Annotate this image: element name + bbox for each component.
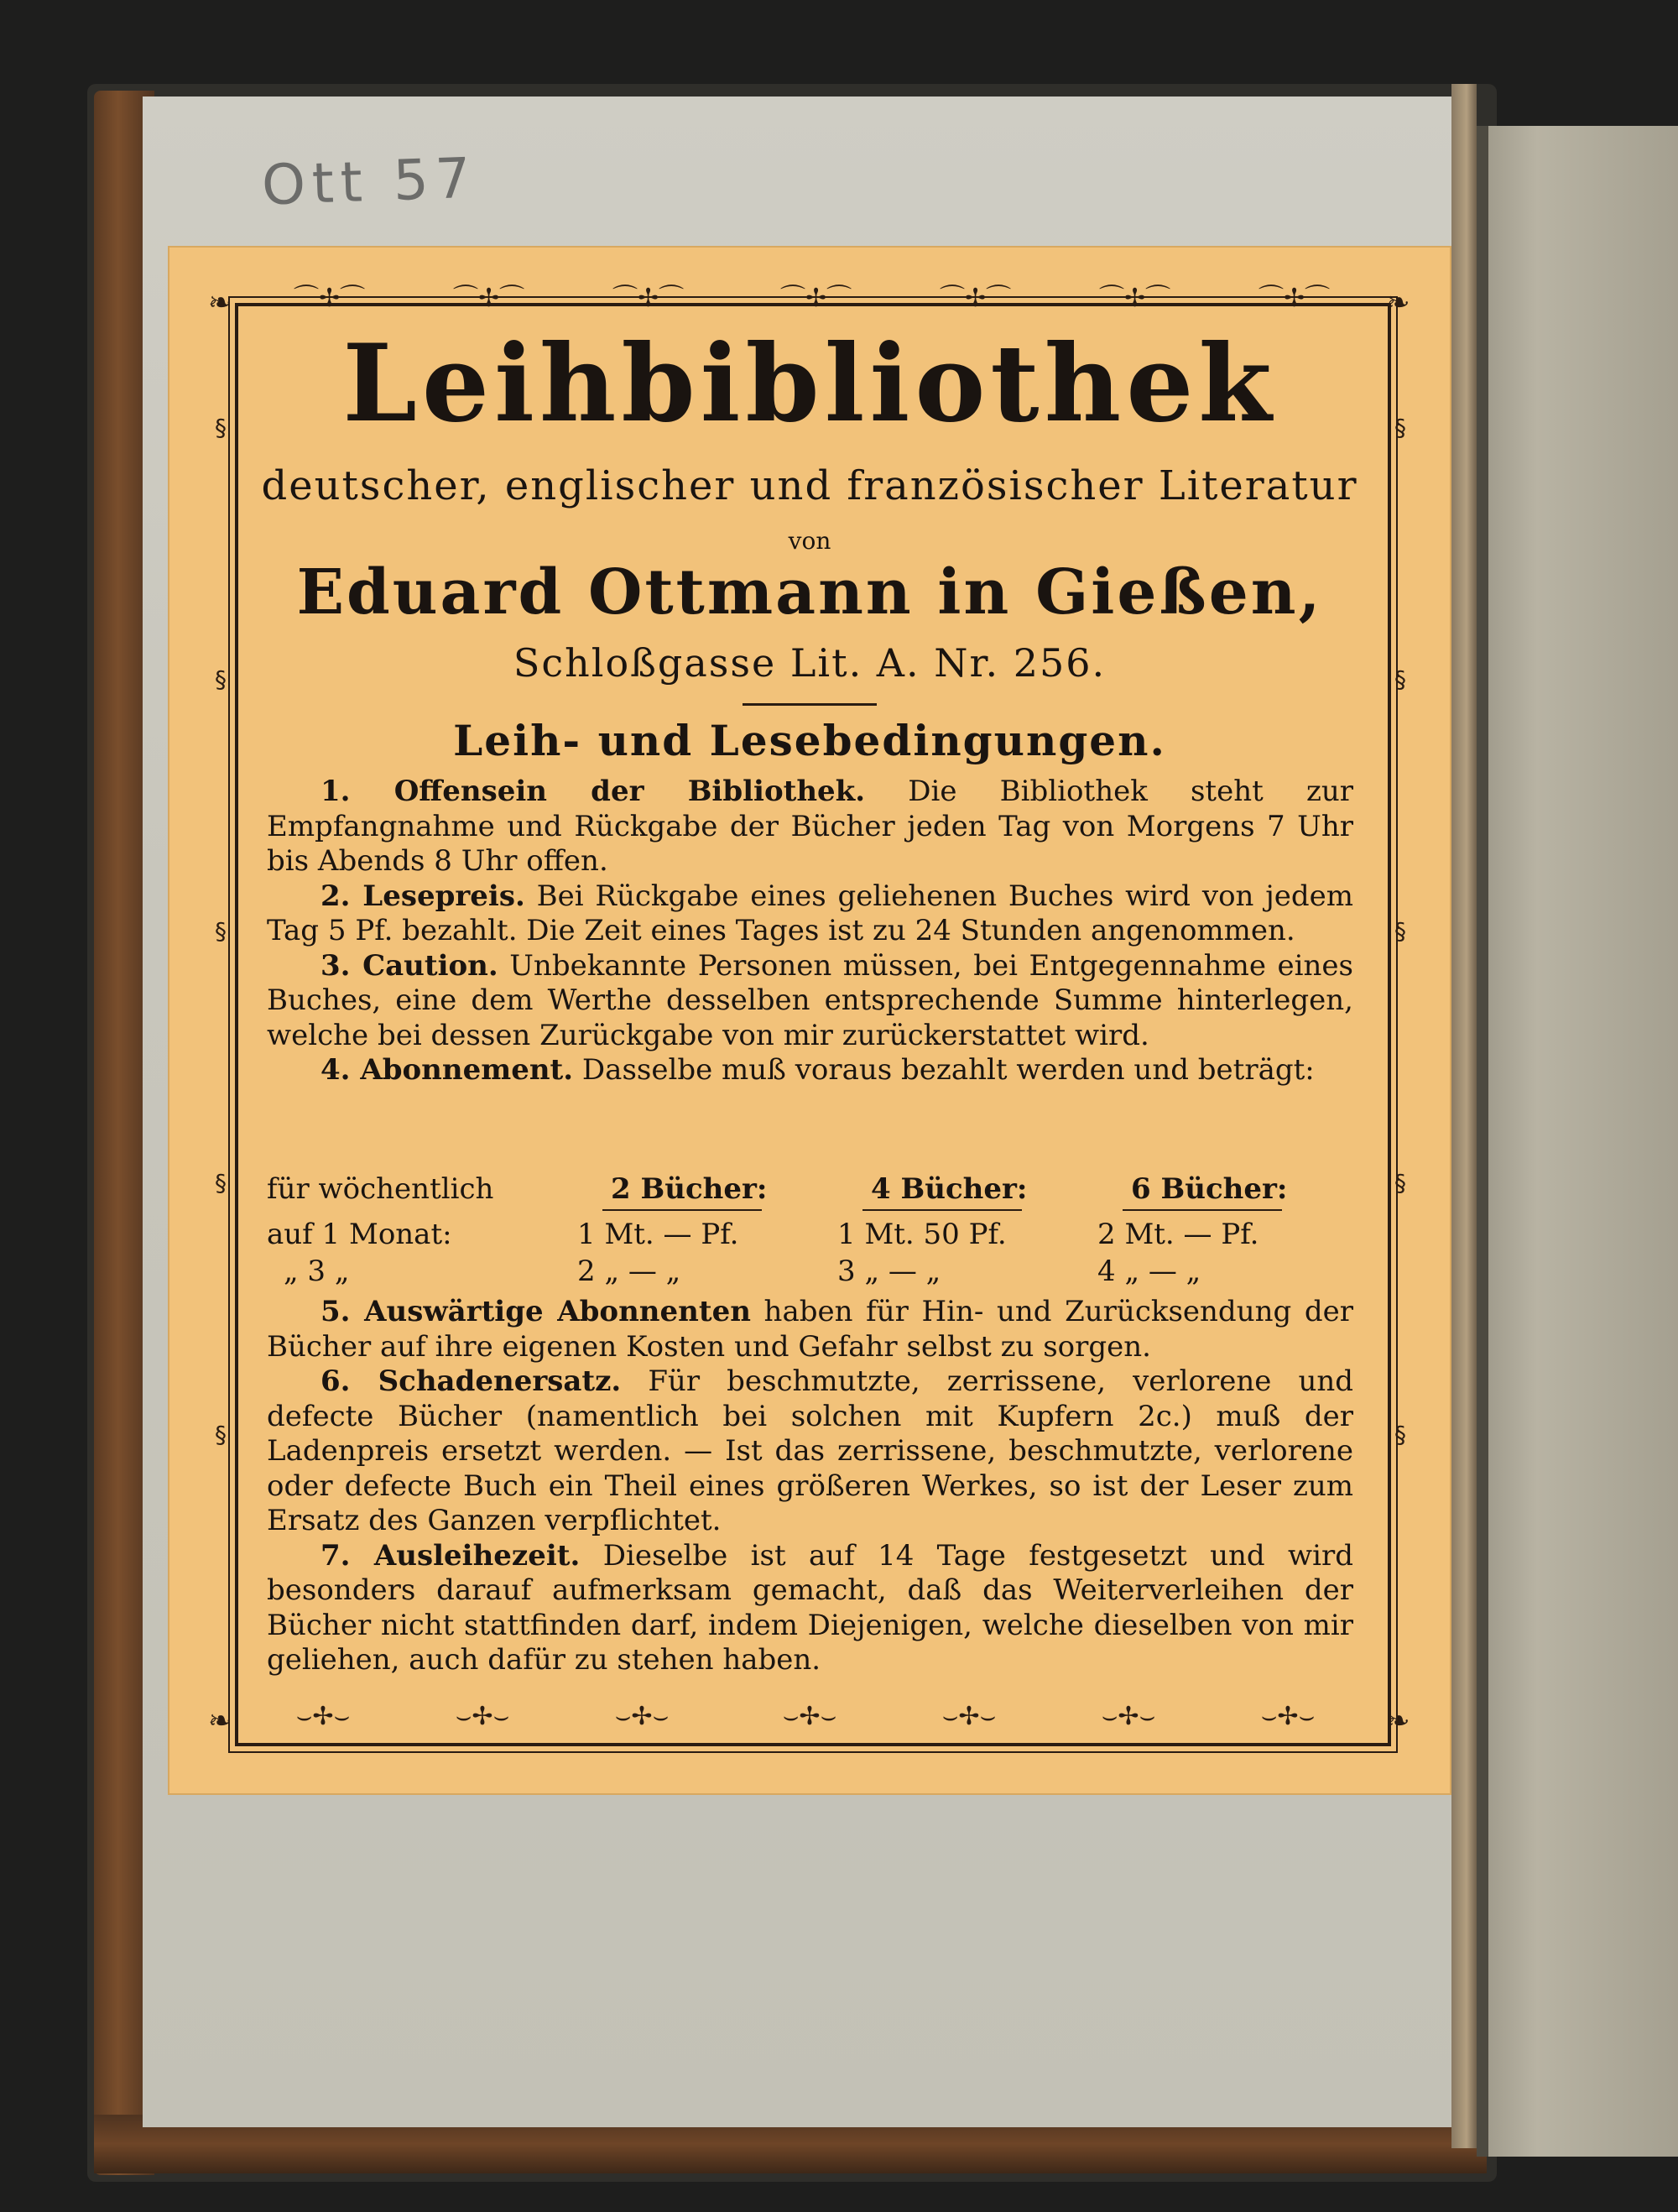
rule-item — [267, 1364, 1353, 1539]
price-table-header: 4 Bücher: — [871, 1172, 1028, 1206]
rule-heading: 1. Offensein der Bibliothek. — [320, 775, 866, 808]
rule-text: Bei Rückgabe eines geliehenen Buches wird von jedem Tag 5 Pf. bezahlt. Die Zeit eines Tages ist zu 24 Stunden angenommen. — [267, 879, 1353, 947]
subscription-price-table — [267, 1172, 1358, 1291]
corner-ornament-icon: ❧ — [1386, 286, 1410, 320]
flourish-icon: ⌣✢⌣ — [1260, 1702, 1316, 1731]
price-cell: 1 Mt. 50 Pf. — [837, 1218, 1007, 1251]
header-underline — [1123, 1209, 1282, 1211]
pencil-shelfmark: Ott 57 — [260, 145, 478, 218]
side-scroll-icon: § — [215, 414, 227, 441]
price-table-header: 2 Bücher: — [611, 1172, 768, 1206]
rule-heading: 5. Auswärtige Abonnenten — [320, 1295, 751, 1328]
side-scroll-icon: § — [215, 1169, 227, 1197]
header-underline — [602, 1209, 762, 1211]
rule-item — [267, 775, 1353, 879]
corner-ornament-icon: ❧ — [1386, 1704, 1410, 1738]
facing-endleaf — [1477, 126, 1678, 2157]
rule-heading: 3. Caution. — [320, 948, 498, 983]
flourish-icon: ⌣✢⌣ — [1101, 1702, 1156, 1731]
rule-text: Dasselbe muß voraus bezahlt werden und beträgt: — [573, 1053, 1315, 1087]
side-scroll-icon: § — [215, 665, 227, 693]
corner-ornament-icon: ❧ — [208, 286, 232, 320]
owner-name: Eduard Ottmann in Gießen, — [296, 556, 1323, 629]
rule-item — [267, 1539, 1353, 1678]
flourish-icon: ⌣✢⌣ — [455, 1702, 510, 1731]
rule-text: Dieselbe ist auf 14 Tage festgesetzt und wird besonders darauf aufmerksam gemacht, daß das Weiterverleihen der Bücher nicht stattfinden darf, indem Diejenigen, welche dieselben von mir geliehen, auch dafür zu stehen haben. — [267, 1538, 1353, 1677]
side-scroll-icon: § — [1394, 1421, 1406, 1448]
price-table-header: 6 Bücher: — [1131, 1172, 1288, 1206]
gutter-shadow — [1477, 126, 1488, 2157]
flourish-icon: ⌣✢⌣ — [941, 1702, 997, 1731]
page-edge — [1451, 84, 1477, 2148]
flourish-icon: ⌒✢⌒ — [612, 284, 685, 313]
price-row-label: auf 1 Monat: — [267, 1218, 452, 1251]
label-title: Leihbibliothek — [342, 321, 1277, 446]
price-cell: 3 „ — „ — [837, 1255, 941, 1288]
price-table-row-label: für wöchentlich — [267, 1172, 494, 1206]
side-scroll-icon: § — [1394, 414, 1406, 441]
rules-list-continued — [267, 1295, 1353, 1678]
rule-item — [267, 1053, 1353, 1088]
label-von: von — [788, 527, 831, 555]
label-subtitle: deutscher, englischer und französischer Literatur — [261, 462, 1358, 509]
rule-heading: 4. Abonnement. — [320, 1053, 574, 1087]
side-scroll-icon: § — [1394, 665, 1406, 693]
library-label — [168, 246, 1451, 1795]
side-scroll-icon: § — [215, 917, 227, 945]
rule-heading: 7. Ausleihezeit. — [320, 1538, 581, 1573]
price-table-row — [267, 1255, 1358, 1291]
owner-address: Schloßgasse Lit. A. Nr. 256. — [513, 640, 1107, 686]
header-underline — [862, 1209, 1022, 1211]
flourish-icon: ⌒✢⌒ — [940, 284, 1012, 313]
price-table-row — [267, 1218, 1358, 1255]
flourish-icon: ⌒✢⌒ — [1099, 284, 1171, 313]
price-row-label: „ 3 „ — [284, 1255, 350, 1288]
price-cell: 1 Mt. — Pf. — [577, 1218, 739, 1251]
corner-ornament-icon: ❧ — [208, 1704, 232, 1738]
flourish-icon: ⌣✢⌣ — [295, 1702, 351, 1731]
price-table-header-row — [267, 1172, 1358, 1209]
rule-text: Die Bibliothek steht zur Empfangnahme und Rückgabe der Bücher jeden Tag von Morgens 7 Uhr bis Abends 8 Uhr offen. — [267, 775, 1354, 878]
rule-heading: 6. Schadenersatz. — [320, 1364, 622, 1398]
flourish-icon: ⌒✢⌒ — [294, 284, 366, 313]
flourish-icon: ⌒✢⌒ — [1258, 284, 1331, 313]
rule-item — [267, 949, 1353, 1054]
rule-item — [267, 1295, 1353, 1364]
rule-item — [267, 879, 1353, 949]
divider-rule — [743, 703, 877, 706]
rule-text: Unbekannte Personen müssen, bei Entgegennahme eines Buches, eine dem Werthe desselben entsprechende Summe hinterlegen, welche bei dessen Zurückgabe von mir zurückerstattet wird. — [267, 948, 1353, 1052]
rule-text: Für beschmutzte, zerrissene, verlorene und defecte Bücher (namentlich bei solchen mit Kupfern 2c.) muß der Ladenpreis ersetzt werden. — Ist das zerrissene, beschmutzte, verlorene oder defecte Buch ein Theil eines größeren Werkes, so ist der Leser zum Ersatz des Ganzen verpflichtet. — [267, 1364, 1353, 1537]
price-cell: 2 „ — „ — [577, 1255, 681, 1288]
flourish-icon: ⌒✢⌒ — [780, 284, 852, 313]
rule-text: haben für Hin- und Zurücksendung der Bücher auf ihre eigenen Kosten und Gefahr selbst zu sorgen. — [267, 1295, 1354, 1364]
flourish-icon: ⌒✢⌒ — [453, 284, 525, 313]
rule-heading: 2. Lesepreis. — [320, 879, 525, 913]
rules-list — [267, 775, 1353, 1088]
side-scroll-icon: § — [215, 1421, 227, 1448]
conditions-heading: Leih- und Lesebedingungen. — [453, 716, 1166, 765]
side-scroll-icon: § — [1394, 917, 1406, 945]
flourish-icon: ⌣✢⌣ — [614, 1702, 670, 1731]
flourish-icon: ⌣✢⌣ — [782, 1702, 837, 1731]
price-cell: 2 Mt. — Pf. — [1097, 1218, 1259, 1251]
price-cell: 4 „ — „ — [1097, 1255, 1201, 1288]
side-scroll-icon: § — [1394, 1169, 1406, 1197]
